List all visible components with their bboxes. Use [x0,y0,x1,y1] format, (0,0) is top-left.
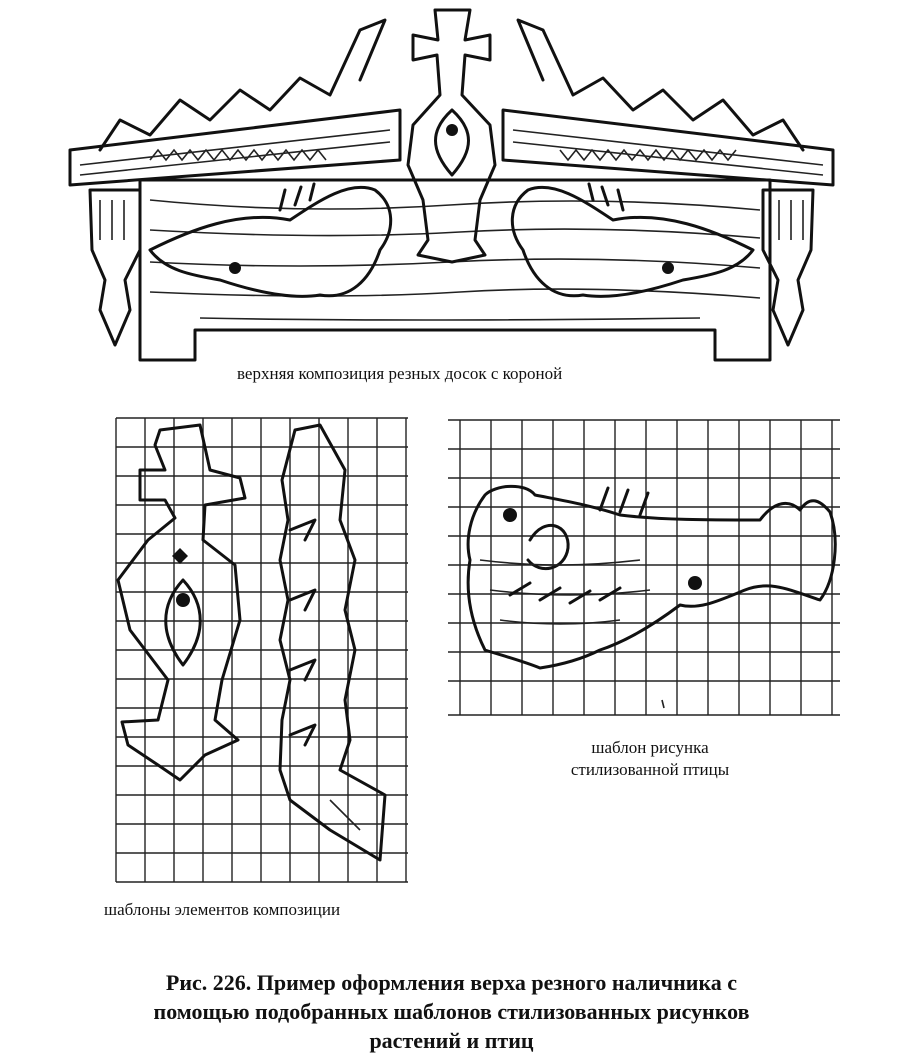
tick-mark [662,700,664,708]
figure-caption [40,968,863,1055]
crown-element [408,10,495,262]
top-composition-caption: верхняя композиция резных досок с короной [237,364,563,383]
bird-template [468,486,835,668]
carved-crown-composition [70,10,833,360]
element-templates-caption: шаблоны элементов композиции [104,900,341,919]
figure-caption-line1: Рис. 226. Пример оформления верха резного наличника с [165,970,738,995]
bird-template-caption [520,737,780,781]
right-bird [512,187,753,296]
bird-caption-line1: шаблон рисунка [591,738,709,757]
left-bracket [90,190,140,345]
bird-caption-line2: стилизованной птицы [570,760,730,779]
bird-template-grid [448,420,840,715]
figure-caption-line2: помощью подобранных шаблонов стилизованных рисунков [153,999,750,1024]
figure-caption-line3: растений и птиц [369,1028,534,1053]
templates-grid [116,418,408,882]
